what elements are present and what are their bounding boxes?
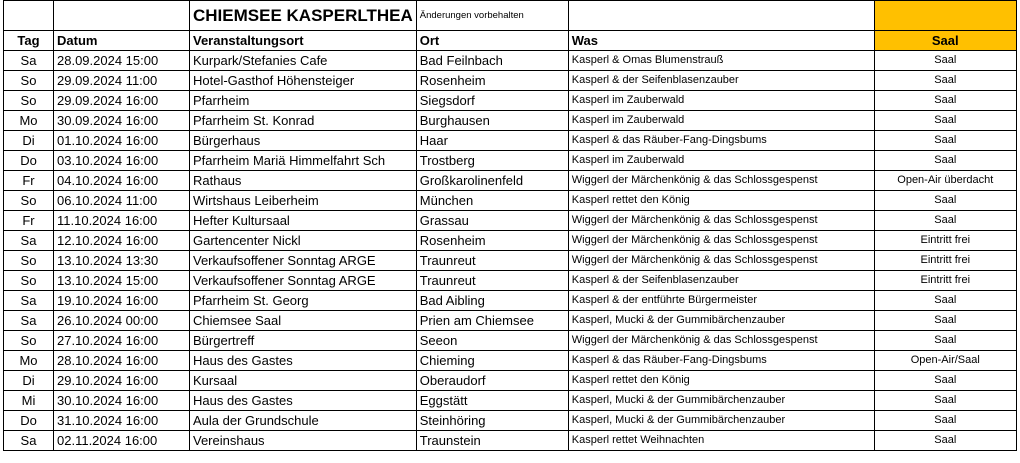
schedule-table-body [4,1,1017,451]
cell-was[interactable]: Wiggerl der Märchenkönig & das Schlossgespenst [568,231,874,251]
cell-saal[interactable]: Saal [874,71,1016,91]
cell-was[interactable]: Kasperl, Mucki & der Gummibärchenzauber [568,411,874,431]
table-row [4,271,1017,291]
cell-ort[interactable]: Traunreut [416,271,568,291]
cell-ort[interactable]: Haar [416,131,568,151]
cell-was[interactable]: Kasperl rettet den König [568,191,874,211]
cell-tag[interactable]: Mi [4,391,54,411]
cell-was[interactable]: Kasperl, Mucki & der Gummibärchenzauber [568,391,874,411]
cell-ort[interactable]: Trostberg [416,151,568,171]
cell-saal[interactable]: Saal [874,51,1016,71]
cell-ort[interactable]: Burghausen [416,111,568,131]
cell-ort[interactable]: Bad Aibling [416,291,568,311]
table-row [4,411,1017,431]
header-ort[interactable]: Ort [416,31,568,51]
cell-tag[interactable]: Sa [4,431,54,451]
table-row [4,331,1017,351]
cell-veranstaltungsort[interactable]: Pfarrheim St. Georg [190,291,417,311]
cell-saal[interactable]: Open-Air/Saal [874,351,1016,371]
sheet-title[interactable]: CHIEMSEE KASPERLTHEA [190,1,417,31]
cell-veranstaltungsort[interactable]: Pfarrheim [190,91,417,111]
cell-was[interactable]: Kasperl rettet Weihnachten [568,431,874,451]
cell-tag[interactable]: So [4,271,54,291]
table-row [4,391,1017,411]
cell-was[interactable]: Wiggerl der Märchenkönig & das Schlossgespenst [568,211,874,231]
cell-ort[interactable]: München [416,191,568,211]
cell-datum[interactable]: 12.10.2024 16:00 [54,231,190,251]
cell-datum[interactable]: 04.10.2024 16:00 [54,171,190,191]
table-row [4,71,1017,91]
cell-tag[interactable]: Mo [4,351,54,371]
cell-saal[interactable]: Saal [874,331,1016,351]
cell-tag[interactable]: Fr [4,171,54,191]
header-veranstaltungsort[interactable]: Veranstaltungsort [190,31,417,51]
cell-tag[interactable]: So [4,251,54,271]
cell-ort[interactable]: Chieming [416,351,568,371]
table-row [4,231,1017,251]
cell-datum[interactable]: 30.10.2024 16:00 [54,391,190,411]
title-row-empty-cell[interactable] [54,1,190,31]
cell-saal[interactable]: Saal [874,151,1016,171]
header-tag[interactable]: Tag [4,31,54,51]
cell-datum[interactable]: 29.09.2024 16:00 [54,91,190,111]
title-row [4,1,1017,31]
cell-saal[interactable]: Saal [874,91,1016,111]
cell-tag[interactable]: Do [4,411,54,431]
cell-saal[interactable]: Saal [874,391,1016,411]
cell-saal[interactable]: Open-Air überdacht [874,171,1016,191]
table-row [4,171,1017,191]
cell-ort[interactable]: Rosenheim [416,231,568,251]
table-row [4,311,1017,331]
cell-datum[interactable]: 28.09.2024 15:00 [54,51,190,71]
cell-veranstaltungsort[interactable]: Haus des Gastes [190,391,417,411]
cell-was[interactable]: Kasperl & der entführte Bürgermeister [568,291,874,311]
table-row [4,291,1017,311]
cell-tag[interactable]: Do [4,151,54,171]
cell-tag[interactable]: Mo [4,111,54,131]
cell-veranstaltungsort[interactable]: Aula der Grundschule [190,411,417,431]
cell-veranstaltungsort[interactable]: Hotel-Gasthof Höhensteiger [190,71,417,91]
cell-saal[interactable]: Saal [874,411,1016,431]
changes-notice[interactable]: Änderungen vorbehalten [416,1,568,31]
cell-was[interactable]: Wiggerl der Märchenkönig & das Schlossgespenst [568,171,874,191]
cell-ort[interactable]: Prien am Chiemsee [416,311,568,331]
cell-was[interactable]: Kasperl, Mucki & der Gummibärchenzauber [568,311,874,331]
cell-veranstaltungsort[interactable]: Pfarrheim St. Konrad [190,111,417,131]
cell-saal[interactable]: Saal [874,431,1016,451]
cell-ort[interactable]: Oberaudorf [416,371,568,391]
cell-tag[interactable]: Sa [4,291,54,311]
cell-ort[interactable]: Traunstein [416,431,568,451]
cell-was[interactable]: Kasperl & der Seifenblasenzauber [568,271,874,291]
cell-veranstaltungsort[interactable]: Verkaufsoffener Sonntag ARGE [190,251,417,271]
cell-saal[interactable]: Saal [874,311,1016,331]
cell-ort[interactable]: Seeon [416,331,568,351]
header-saal[interactable]: Saal [874,31,1016,51]
cell-veranstaltungsort[interactable]: Bürgertreff [190,331,417,351]
cell-veranstaltungsort[interactable]: Haus des Gastes [190,351,417,371]
cell-was[interactable]: Kasperl & der Seifenblasenzauber [568,71,874,91]
cell-was[interactable]: Kasperl & das Räuber-Fang-Dingsbums [568,131,874,151]
cell-was[interactable]: Wiggerl der Märchenkönig & das Schlossgespenst [568,251,874,271]
cell-was[interactable]: Kasperl rettet den König [568,371,874,391]
cell-tag[interactable]: So [4,331,54,351]
table-row [4,431,1017,451]
cell-was[interactable]: Kasperl & das Räuber-Fang-Dingsbums [568,351,874,371]
cell-veranstaltungsort[interactable]: Verkaufsoffener Sonntag ARGE [190,271,417,291]
schedule-table [3,0,1017,451]
cell-was[interactable]: Wiggerl der Märchenkönig & das Schlossgespenst [568,331,874,351]
cell-datum[interactable]: 27.10.2024 16:00 [54,331,190,351]
cell-saal[interactable]: Saal [874,131,1016,151]
cell-saal[interactable]: Saal [874,111,1016,131]
cell-ort[interactable]: Traunreut [416,251,568,271]
cell-veranstaltungsort[interactable]: Chiemsee Saal [190,311,417,331]
cell-tag[interactable]: Di [4,131,54,151]
cell-tag[interactable]: So [4,191,54,211]
cell-was[interactable]: Kasperl im Zauberwald [568,91,874,111]
cell-saal[interactable]: Eintritt frei [874,251,1016,271]
header-datum[interactable]: Datum [54,31,190,51]
cell-saal[interactable]: Eintritt frei [874,231,1016,251]
table-row [4,111,1017,131]
cell-saal[interactable]: Saal [874,211,1016,231]
table-row [4,151,1017,171]
title-row-empty-cell[interactable] [4,1,54,31]
cell-ort[interactable]: Großkarolinenfeld [416,171,568,191]
cell-ort[interactable]: Grassau [416,211,568,231]
header-was[interactable]: Was [568,31,874,51]
cell-tag[interactable]: Sa [4,311,54,331]
table-row [4,211,1017,231]
cell-ort[interactable]: Bad Feilnbach [416,51,568,71]
cell-datum[interactable]: 11.10.2024 16:00 [54,211,190,231]
cell-tag[interactable]: So [4,91,54,111]
cell-was[interactable]: Kasperl im Zauberwald [568,151,874,171]
table-row [4,351,1017,371]
cell-tag[interactable]: Sa [4,231,54,251]
cell-datum[interactable]: 26.10.2024 00:00 [54,311,190,331]
cell-datum[interactable]: 03.10.2024 16:00 [54,151,190,171]
cell-veranstaltungsort[interactable]: Kurpark/Stefanies Cafe [190,51,417,71]
cell-tag[interactable]: Di [4,371,54,391]
cell-datum[interactable]: 31.10.2024 16:00 [54,411,190,431]
table-row [4,191,1017,211]
cell-veranstaltungsort[interactable]: Gartencenter Nickl [190,231,417,251]
cell-veranstaltungsort[interactable]: Bürgerhaus [190,131,417,151]
cell-veranstaltungsort[interactable]: Rathaus [190,171,417,191]
cell-was[interactable]: Kasperl im Zauberwald [568,111,874,131]
cell-datum[interactable]: 30.09.2024 16:00 [54,111,190,131]
cell-tag[interactable]: So [4,71,54,91]
cell-veranstaltungsort[interactable]: Hefter Kultursaal [190,211,417,231]
table-row [4,251,1017,271]
cell-datum[interactable]: 01.10.2024 16:00 [54,131,190,151]
table-row [4,371,1017,391]
cell-datum[interactable]: 06.10.2024 11:00 [54,191,190,211]
title-row-empty-cell[interactable] [568,1,874,31]
cell-datum[interactable]: 28.10.2024 16:00 [54,351,190,371]
cell-datum[interactable]: 19.10.2024 16:00 [54,291,190,311]
cell-datum[interactable]: 13.10.2024 15:00 [54,271,190,291]
cell-datum[interactable]: 13.10.2024 13:30 [54,251,190,271]
title-row-highlight-cell[interactable] [874,1,1016,31]
cell-was[interactable]: Kasperl & Omas Blumenstrauß [568,51,874,71]
cell-veranstaltungsort[interactable]: Kursaal [190,371,417,391]
cell-veranstaltungsort[interactable]: Wirtshaus Leiberheim [190,191,417,211]
cell-ort[interactable]: Siegsdorf [416,91,568,111]
cell-saal[interactable]: Saal [874,291,1016,311]
table-row [4,131,1017,151]
cell-veranstaltungsort[interactable]: Vereinshaus [190,431,417,451]
table-row [4,91,1017,111]
cell-tag[interactable]: Fr [4,211,54,231]
cell-saal[interactable]: Saal [874,371,1016,391]
table-row [4,51,1017,71]
cell-ort[interactable]: Steinhöring [416,411,568,431]
cell-datum[interactable]: 29.10.2024 16:00 [54,371,190,391]
cell-veranstaltungsort[interactable]: Pfarrheim Mariä Himmelfahrt Sch [190,151,417,171]
cell-datum[interactable]: 02.11.2024 16:00 [54,431,190,451]
cell-saal[interactable]: Eintritt frei [874,271,1016,291]
header-row [4,31,1017,51]
cell-ort[interactable]: Rosenheim [416,71,568,91]
cell-saal[interactable]: Saal [874,191,1016,211]
cell-ort[interactable]: Eggstätt [416,391,568,411]
cell-tag[interactable]: Sa [4,51,54,71]
cell-datum[interactable]: 29.09.2024 11:00 [54,71,190,91]
